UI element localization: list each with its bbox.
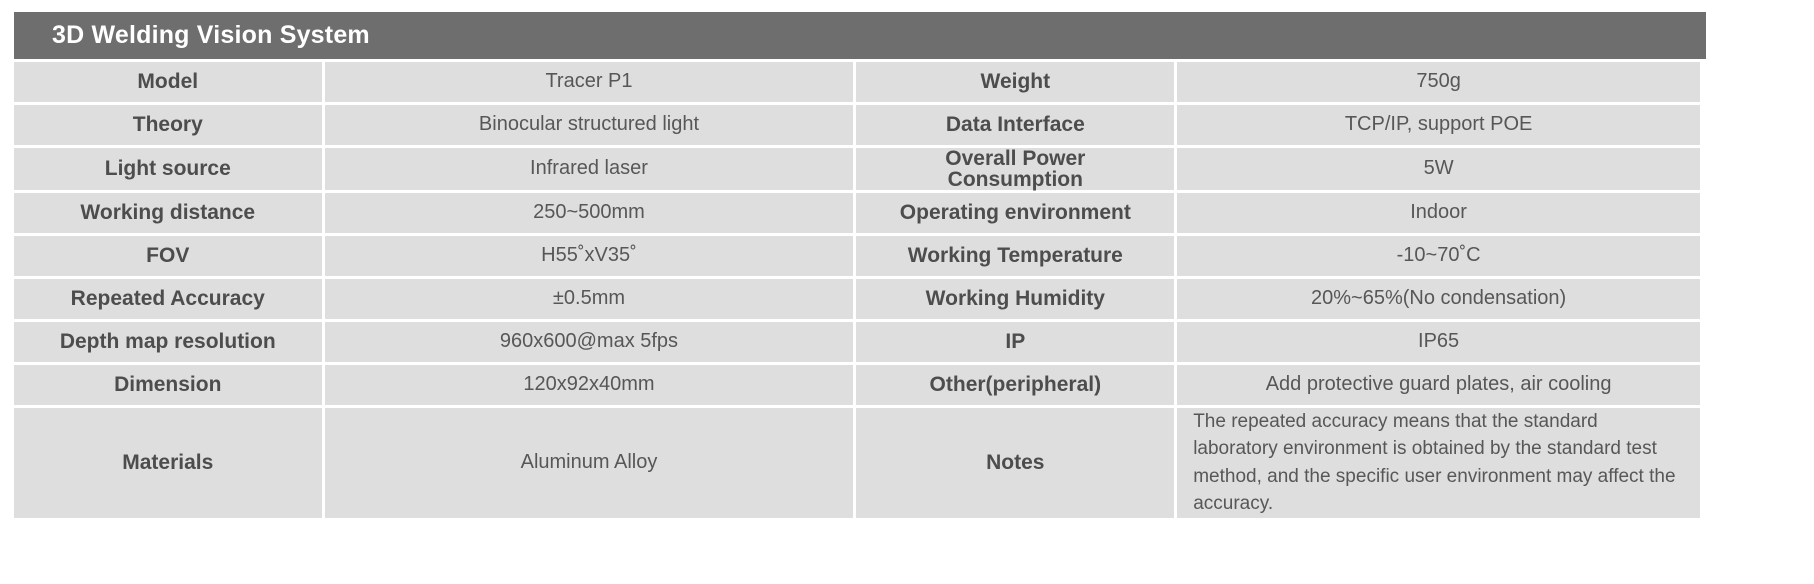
table-row [14, 62, 1700, 102]
table-row [14, 236, 1700, 276]
row-value-model: Tracer P1 [325, 62, 854, 102]
row-label-operating-environment: Operating environment [856, 193, 1174, 233]
row-label-model: Model [14, 62, 322, 102]
row-value-fov: H55˚xV35˚ [325, 236, 854, 276]
row-label-theory: Theory [14, 105, 322, 145]
table-row [14, 105, 1700, 145]
table-row [14, 322, 1700, 362]
table-row [14, 279, 1700, 319]
row-label-overall-power-line2: Consumption [947, 167, 1083, 191]
table-row [14, 408, 1700, 518]
row-label-overall-power-line1: Overall Power [945, 146, 1086, 170]
row-value-working-temperature: -10~70˚C [1177, 236, 1700, 276]
row-value-theory: Binocular structured light [325, 105, 854, 145]
row-value-notes [1177, 408, 1700, 518]
row-value-materials: Aluminum Alloy [325, 408, 854, 518]
row-label-data-interface: Data Interface [856, 105, 1174, 145]
row-value-working-humidity: 20%~65%(No condensation) [1177, 279, 1700, 319]
row-value-data-interface: TCP/IP, support POE [1177, 105, 1700, 145]
row-value-weight: 750g [1177, 62, 1700, 102]
row-value-overall-power-consumption: 5W [1177, 148, 1700, 190]
row-label-weight: Weight [856, 62, 1174, 102]
row-value-depth-map-resolution: 960x600@max 5fps [325, 322, 854, 362]
row-label-working-humidity: Working Humidity [856, 279, 1174, 319]
row-value-light-source: Infrared laser [325, 148, 854, 190]
row-label-dimension: Dimension [14, 365, 322, 405]
spec-title: 3D Welding Vision System [14, 12, 1706, 59]
row-label-other-peripheral: Other(peripheral) [856, 365, 1174, 405]
row-label-light-source: Light source [14, 148, 322, 190]
notes-text: The repeated accuracy means that the standard laboratory environment is obtained by the standard test method, and the specific user environment may affect the accuracy. [1193, 410, 1676, 515]
row-value-dimension: 120x92x40mm [325, 365, 854, 405]
row-label-working-distance: Working distance [14, 193, 322, 233]
row-value-operating-environment: Indoor [1177, 193, 1700, 233]
row-label-materials: Materials [14, 408, 322, 518]
row-label-ip: IP [856, 322, 1174, 362]
row-value-other-peripheral: Add protective guard plates, air cooling [1177, 365, 1700, 405]
row-label-repeated-accuracy: Repeated Accuracy [14, 279, 322, 319]
row-label-overall-power-consumption [856, 148, 1174, 190]
table-row [14, 193, 1700, 233]
spec-sheet [14, 12, 1706, 521]
row-label-notes: Notes [856, 408, 1174, 518]
row-label-fov: FOV [14, 236, 322, 276]
row-label-working-temperature: Working Temperature [856, 236, 1174, 276]
spec-table [11, 59, 1703, 521]
row-value-working-distance: 250~500mm [325, 193, 854, 233]
row-value-repeated-accuracy: ±0.5mm [325, 279, 854, 319]
row-value-ip: IP65 [1177, 322, 1700, 362]
table-row [14, 365, 1700, 405]
table-row [14, 148, 1700, 190]
row-label-depth-map-resolution: Depth map resolution [14, 322, 322, 362]
